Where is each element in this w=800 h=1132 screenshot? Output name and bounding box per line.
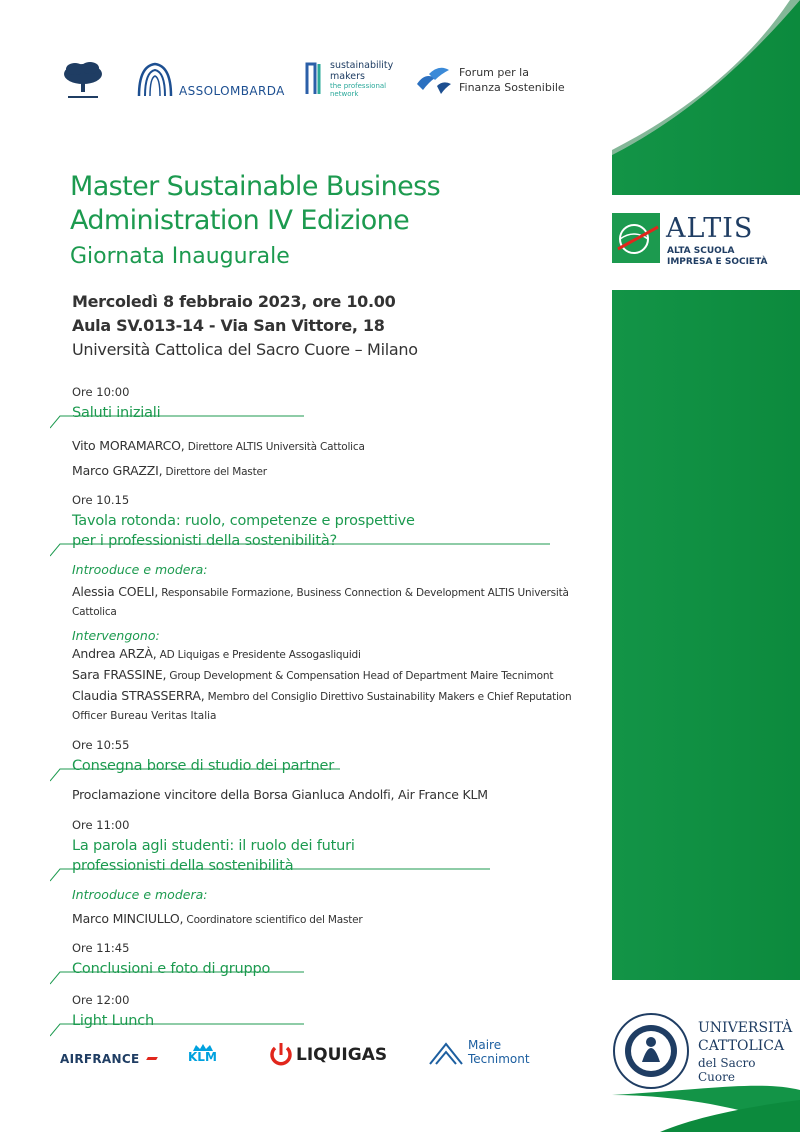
altis-logo <box>612 213 772 268</box>
altis-name: ALTIS <box>666 213 754 244</box>
session-title: Conclusioni e foto di gruppo <box>72 961 271 977</box>
sm-line4: network <box>330 90 359 98</box>
maire-tecnimont-logo <box>428 1036 548 1070</box>
speaker-name: Marco MINCIULLO, <box>72 911 184 926</box>
session-2 <box>72 493 602 724</box>
session-title-block <box>72 756 602 776</box>
sm-line3: the professional <box>330 82 387 90</box>
asvoka-logo <box>62 58 104 102</box>
assolombarda-icon <box>135 60 175 100</box>
session-title-block <box>72 1011 602 1031</box>
speaker-role: Group Development & Compensation Head of Department Maire Tecnimont <box>166 670 554 682</box>
speaker <box>72 687 602 706</box>
session-5 <box>72 941 602 979</box>
ucsc-logo <box>612 1012 792 1092</box>
moderator <box>72 910 602 929</box>
title-underline <box>50 971 304 985</box>
birds-icon <box>415 62 453 96</box>
klm-text: KLM <box>188 1050 217 1064</box>
speaker-name: Andrea ARZÀ, <box>72 646 157 661</box>
session-title-block <box>72 836 602 876</box>
airfrance-logo <box>60 1048 180 1068</box>
speaker-role: Responsabile Formazione, Business Connection & Development ALTIS Università Cattolica <box>72 587 569 618</box>
session-time: Ore 10:00 <box>72 385 130 399</box>
assolombarda-text: ASSOLOMBARDA <box>179 84 285 98</box>
session-6 <box>72 993 602 1031</box>
title-underline <box>50 868 490 882</box>
title-line2: Administration IV Edizione <box>70 205 410 236</box>
session-time: Ore 11:00 <box>72 818 130 832</box>
title-underline <box>50 543 550 557</box>
moderator-label: Introoduce e modera: <box>72 887 208 902</box>
session-time: Ore 12:00 <box>72 993 130 1007</box>
speaker-name: Alessia COELI, <box>72 584 159 599</box>
maire-icon <box>428 1040 464 1066</box>
session-title: Light Lunch <box>72 1013 154 1029</box>
session-3 <box>72 738 602 804</box>
airfrance-stripe-icon <box>146 1057 158 1060</box>
session-title: Consegna borse di studio dei partner <box>72 758 335 774</box>
ucsc-line3: del Sacro Cuore <box>698 1056 756 1084</box>
sustainability-makers-logo <box>305 60 415 100</box>
airfrance-text: AIRFRANCE <box>60 1052 140 1066</box>
session-time: Ore 10:55 <box>72 738 130 752</box>
speaker <box>72 645 602 664</box>
session-title: per i professionisti della sostenibilità? <box>72 533 338 549</box>
altis-icon <box>612 213 660 263</box>
event-title <box>70 170 590 272</box>
klm-logo <box>188 1044 238 1068</box>
title-line3: Giornata Inaugurale <box>70 244 290 269</box>
speaker-role: Direttore ALTIS Università Cattolica <box>184 441 365 453</box>
maire-line1: Maire <box>468 1038 502 1052</box>
assolombarda-logo <box>135 60 285 100</box>
title-underline <box>50 415 304 429</box>
speaker <box>72 666 602 685</box>
liquigas-icon <box>270 1042 292 1066</box>
sm-line2: makers <box>330 71 365 82</box>
ucsc-line1: UNIVERSITÀ <box>698 1020 793 1036</box>
session-title-block <box>72 403 602 423</box>
tree-icon <box>62 58 104 102</box>
title-line1: Master Sustainable Business <box>70 171 441 202</box>
session-title: Tavola rotonda: ruolo, competenze e prospettive <box>72 513 415 529</box>
session-time: Ore 10.15 <box>72 493 130 507</box>
speaker-name: Claudia STRASSERRA, <box>72 688 205 703</box>
session-title-block <box>72 511 602 551</box>
altis-sub2: IMPRESA E SOCIETÀ <box>667 257 768 267</box>
speaker <box>72 462 602 481</box>
title-underline <box>50 1023 304 1037</box>
event-info <box>72 290 592 362</box>
session-time: Ore 11:45 <box>72 941 130 955</box>
speaker-role: Membro del Consiglio Direttivo Sustainability Makers e Chief Reputation <box>204 691 572 703</box>
forum-finanza-logo <box>415 62 575 100</box>
event-room: Aula SV.013-14 - Via San Vittore, 18 <box>72 316 385 335</box>
moderator <box>72 583 602 621</box>
session-title: Saluti iniziali <box>72 405 161 421</box>
speakers-label: Intervengono: <box>72 628 160 643</box>
speaker-name: Sara FRASSINE, <box>72 667 167 682</box>
sm-icon <box>305 60 327 96</box>
maire-line2: Tecnimont <box>468 1052 530 1066</box>
title-underline <box>50 768 340 782</box>
session-title-block <box>72 959 602 979</box>
liquigas-logo <box>270 1042 400 1070</box>
session-title: La parola agli studenti: il ruolo dei futuri <box>72 838 355 854</box>
forum-line2: Finanza Sostenibile <box>459 81 565 94</box>
moderator-label: Introoduce e modera: <box>72 562 208 577</box>
session-4 <box>72 818 602 929</box>
ucsc-seal-icon <box>612 1012 690 1090</box>
speaker-name: Marco GRAZZI, <box>72 463 163 478</box>
speaker-role-cont: Officer Bureau Veritas Italia <box>72 710 217 722</box>
ucsc-line2: CATTOLICA <box>698 1038 785 1054</box>
speaker-role: Coordinatore scientifico del Master <box>183 914 363 926</box>
speaker-role: AD Liquigas e Presidente Assogasliquidi <box>156 649 361 661</box>
programme <box>72 385 602 1031</box>
altis-sub1: ALTA SCUOLA <box>667 246 735 256</box>
speaker-role: Direttore del Master <box>162 466 267 478</box>
session-description: Proclamazione vincitore della Borsa Gianluca Andolfi, Air France KLM <box>72 787 488 802</box>
speaker-name: Vito MORAMARCO, <box>72 438 185 453</box>
speaker <box>72 437 602 456</box>
liquigas-text: LIQUIGAS <box>296 1045 388 1065</box>
event-venue: Università Cattolica del Sacro Cuore – Milano <box>72 340 418 359</box>
session-1 <box>72 385 602 481</box>
event-date: Mercoledì 8 febbraio 2023, ore 10.00 <box>72 292 396 311</box>
forum-line1: Forum per la <box>459 66 529 79</box>
sm-line1: sustainability <box>330 60 394 71</box>
session-title: professionisti della sostenibilità <box>72 858 294 874</box>
